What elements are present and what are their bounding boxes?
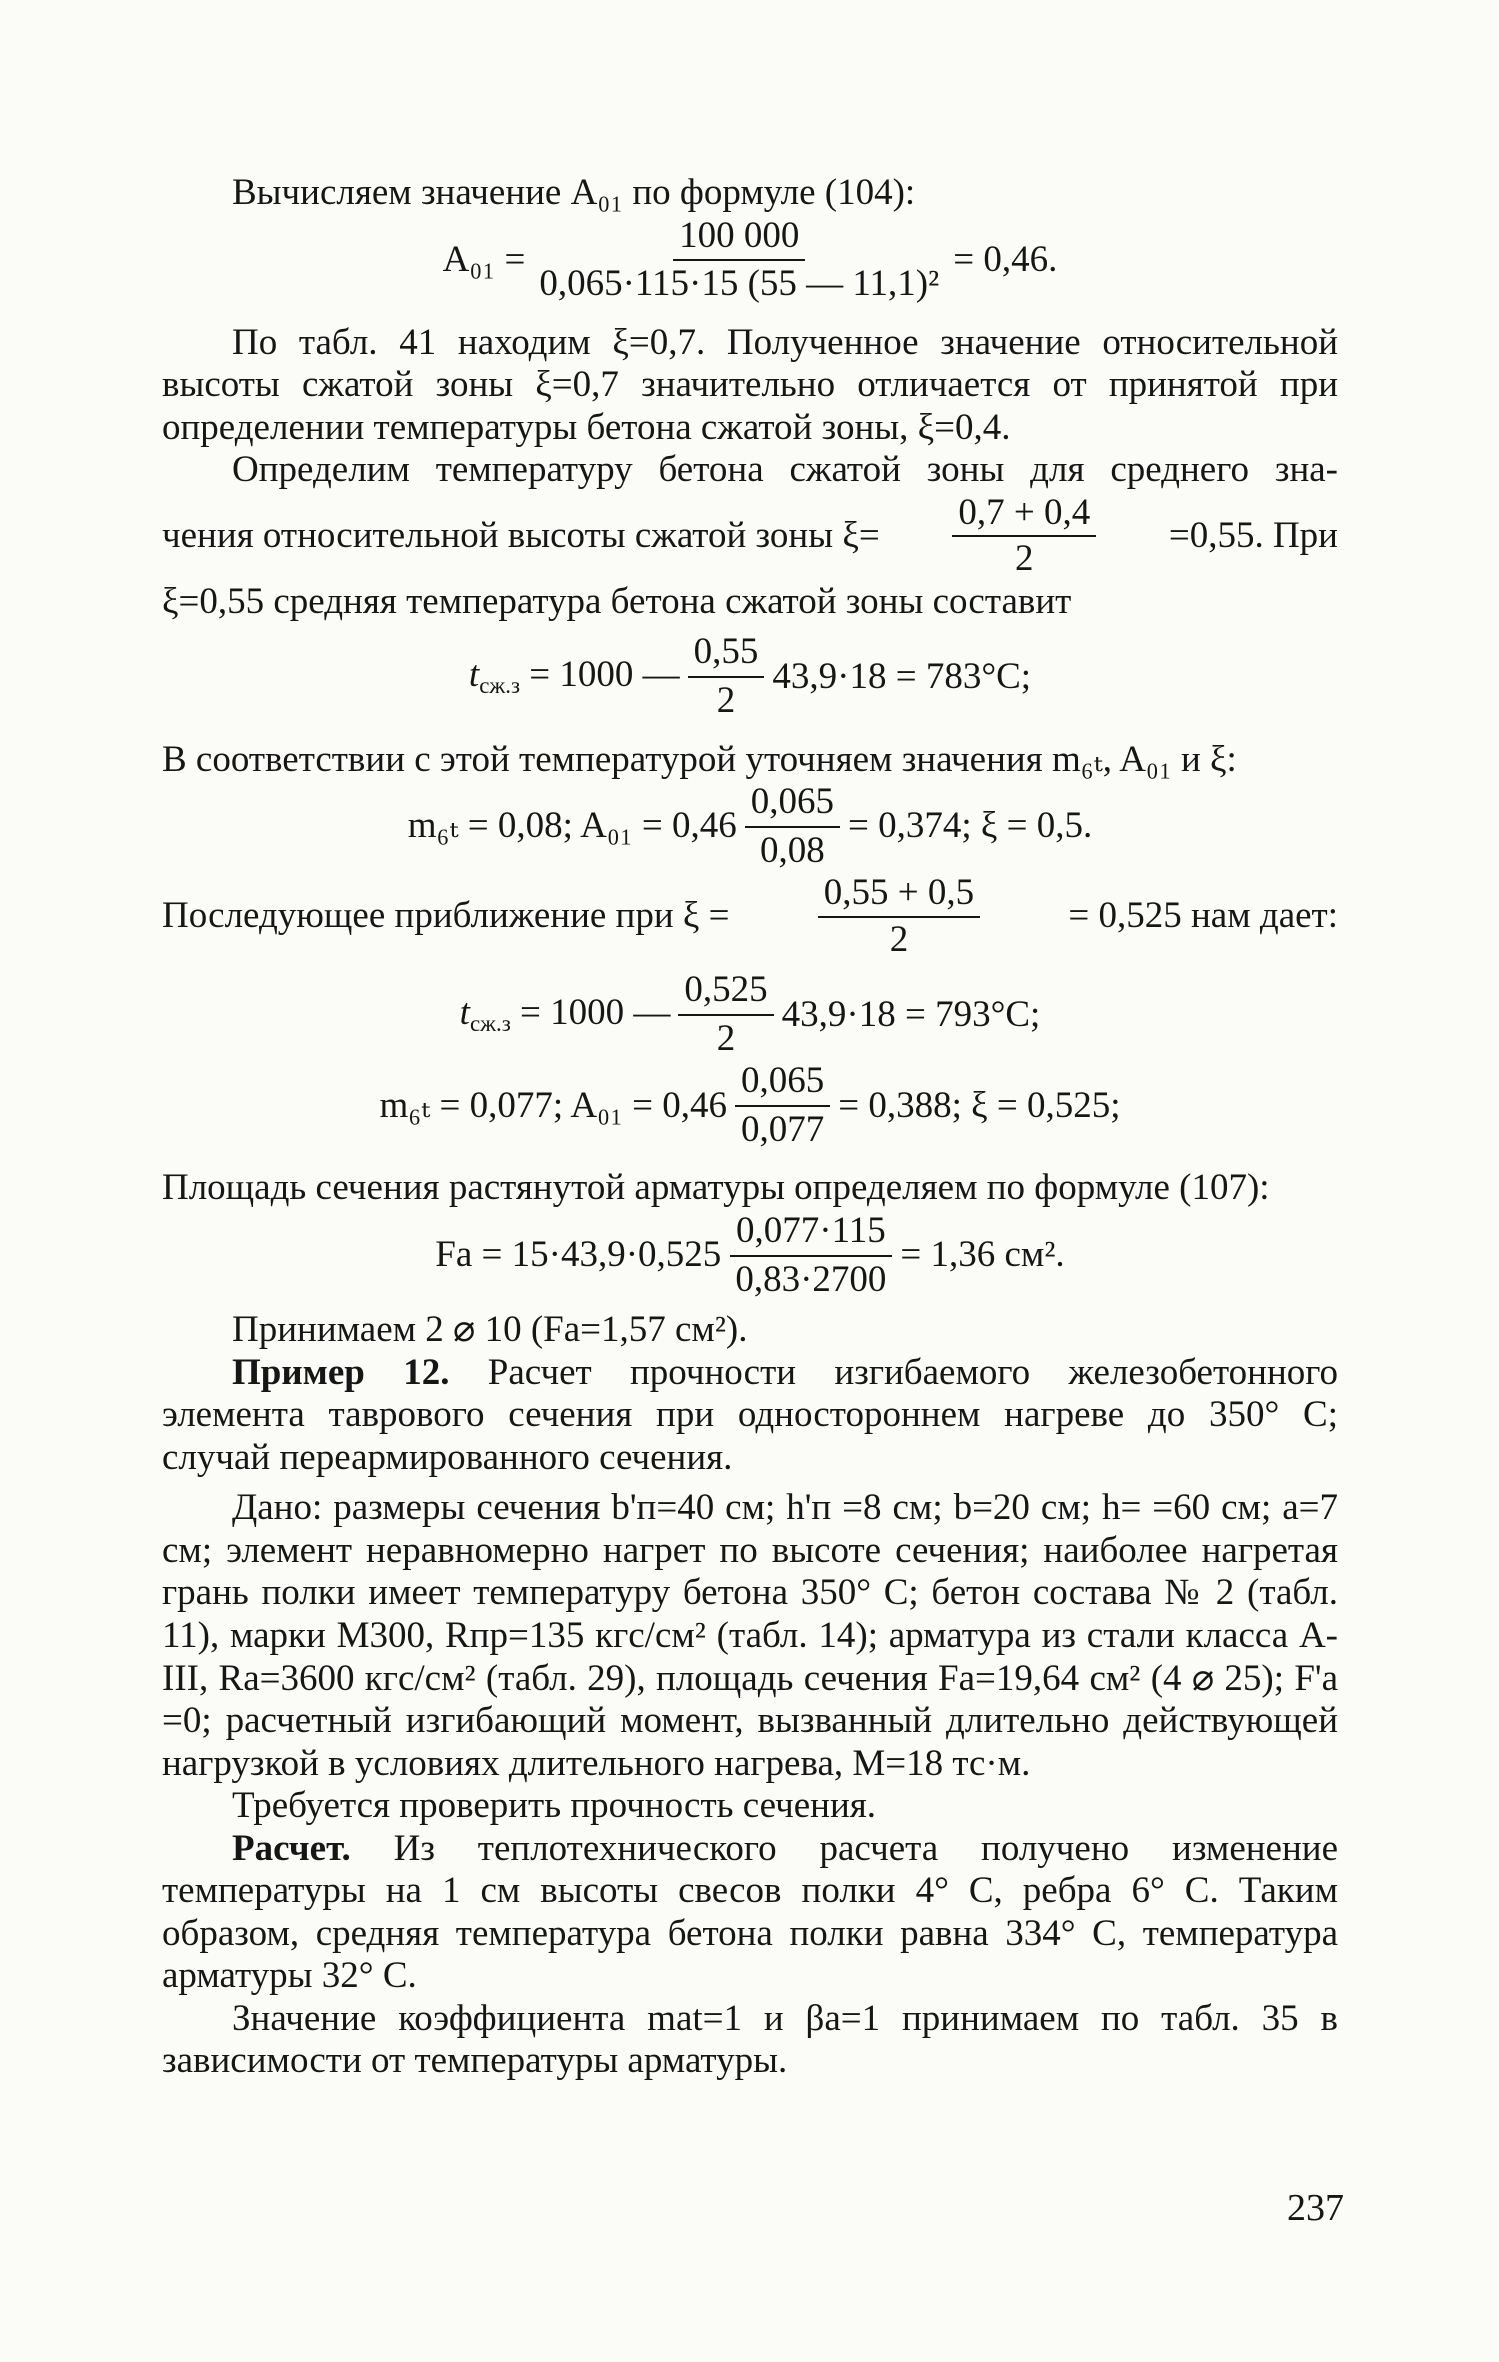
calculation-body: Из теплотехнического расчета получено изменение температуры на 1 см высоты свесов полки 4° С, ребра 6° С. Таким образом, средняя температура бетона полки равна 334° С, температура арматуры 32° С. xyxy=(162,1827,1338,1997)
numerator: 0,065 xyxy=(745,781,840,828)
formula-lhs: $t_{сж.з} = 1000$ — xyxy=(459,992,671,1037)
fraction xyxy=(735,1060,830,1151)
formula-lhs: $t_{сж.з} = 1000$ — xyxy=(468,654,680,699)
example-12 xyxy=(162,1352,1338,1480)
fraction xyxy=(745,781,840,872)
denominator: 2 xyxy=(716,680,736,722)
page-number: 237 xyxy=(1287,2187,1344,2229)
formula-rhs: = 1,36 см². xyxy=(900,1234,1065,1276)
next-approx-line xyxy=(162,872,1338,961)
numerator: 0,55 + 0,5 xyxy=(818,872,980,918)
numerator: 0,55 xyxy=(688,631,765,678)
inline-formula-line xyxy=(162,492,1338,581)
paragraph-avg-temp: ξ=0,55 средняя температура бетона сжатой зоны составит xyxy=(162,580,1072,622)
formula-rhs: = 0,46. xyxy=(953,238,1058,280)
inline-text-left: чения относительной высоты сжатой зоны ξ= xyxy=(162,515,880,557)
inline-text-right: = 0,525 нам дает: xyxy=(1068,895,1338,937)
numerator: 0,525 xyxy=(678,969,773,1016)
formula-lhs: m₆ₜ = 0,077; A₀₁ = 0,46 xyxy=(379,1084,727,1126)
paragraph-determine-temp: Определим температуру бетона сжатой зоны для среднего зна- xyxy=(232,449,1338,491)
paragraph-refine: В соответствии с этой температурой уточняем значения m₆ₜ, A₀₁ и ξ: xyxy=(162,738,1237,780)
fraction xyxy=(688,631,765,722)
calculation-heading: Расчет. xyxy=(232,1827,351,1869)
paragraph-given: Дано: размеры сечения b'п=40 см; h'п =8 см; b=20 см; h= =60 см; a=7 см; элемент неравномерно нагрет по высоте сечения; наиболее нагретая грань полки имеет температуру бетона 350° С; бетон состава № 2 (табл. 11), марки М300, Rпр=135 кгс/см² (табл. 14); арматура из стали класса А-III, Rа=3600 кгс/см² (табл. 29), площадь сечения Fа=19,64 см² (4 ⌀ 25); F'а =0; расчетный изгибающий момент, вызванный длительно действующей нагрузкой в условиях длительного нагрева, M=18 тс·м. xyxy=(162,1487,1338,1784)
paragraph-area: Площадь сечения растянутой арматуры определяем по формуле (107): xyxy=(162,1167,1270,1209)
denominator: 2 xyxy=(1015,538,1034,580)
numerator: 0,077·115 xyxy=(730,1210,892,1257)
formula-temp-793 xyxy=(162,969,1338,1060)
numerator: 100 000 xyxy=(673,215,805,262)
paragraph-required: Требуется проверить прочность сечения. xyxy=(232,1785,877,1827)
formula-rhs: 43,9·18 = 793°C; xyxy=(781,993,1041,1035)
fraction xyxy=(678,969,773,1060)
fraction xyxy=(533,215,945,306)
formula-refined-values xyxy=(162,781,1338,872)
page-body xyxy=(162,172,1338,2083)
example-body: Расчет прочности изгибаемого железобетонного элемента таврового сечения при одностороннем нагреве до 350° С; случай переармированного сечения. xyxy=(162,1351,1338,1478)
formula-rhs: 43,9·18 = 783°C; xyxy=(772,655,1032,697)
denominator: 0,08 xyxy=(760,829,825,871)
fraction xyxy=(952,492,1096,581)
formula-area xyxy=(162,1210,1338,1301)
formula-rhs: = 0,374; ξ = 0,5. xyxy=(848,805,1093,847)
fraction xyxy=(818,872,980,961)
formula-rhs: = 0,388; ξ = 0,525; xyxy=(838,1084,1121,1126)
paragraph-calculation xyxy=(162,1828,1338,1998)
fraction xyxy=(729,1210,892,1301)
inline-text-right: =0,55. При xyxy=(1168,515,1338,557)
paragraph-table41: По табл. 41 находим ξ=0,7. Полученное значение относительной высоты сжатой зоны ξ=0,7 значительно отличается от принятой при определении температуры бетона сжатой зоны, ξ=0,4. xyxy=(162,321,1338,448)
paragraph-coefficient: Значение коэффициента mаt=1 и βа=1 принимаем по табл. 35 в зависимости от температуры арматуры. xyxy=(162,1997,1338,2082)
inline-text-left: Последующее приближение при ξ = xyxy=(162,895,730,937)
denominator: 2 xyxy=(716,1017,736,1059)
numerator: 0,7 + 0,4 xyxy=(952,492,1096,538)
denominator: 0,83·2700 xyxy=(735,1258,887,1300)
formula-second-values xyxy=(162,1060,1338,1151)
formula-a01 xyxy=(162,215,1338,306)
formula-lhs: Fа = 15·43,9·0,525 xyxy=(435,1234,722,1276)
formula-lhs: A₀₁ = xyxy=(442,238,526,280)
paragraph-accept: Принимаем 2 ⌀ 10 (Fа=1,57 см²). xyxy=(232,1309,748,1351)
denominator: 0,065·115·15 (55 — 11,1)² xyxy=(539,263,940,305)
denominator: 2 xyxy=(889,918,909,960)
formula-lhs: m₆ₜ = 0,08; A₀₁ = 0,46 xyxy=(407,805,737,847)
formula-temp-783 xyxy=(162,631,1338,722)
denominator: 0,077 xyxy=(741,1108,825,1150)
numerator: 0,065 xyxy=(735,1060,830,1107)
intro-line: Вычисляем значение A₀₁ по формуле (104): xyxy=(232,172,916,213)
example-heading: Пример 12. xyxy=(232,1351,450,1393)
